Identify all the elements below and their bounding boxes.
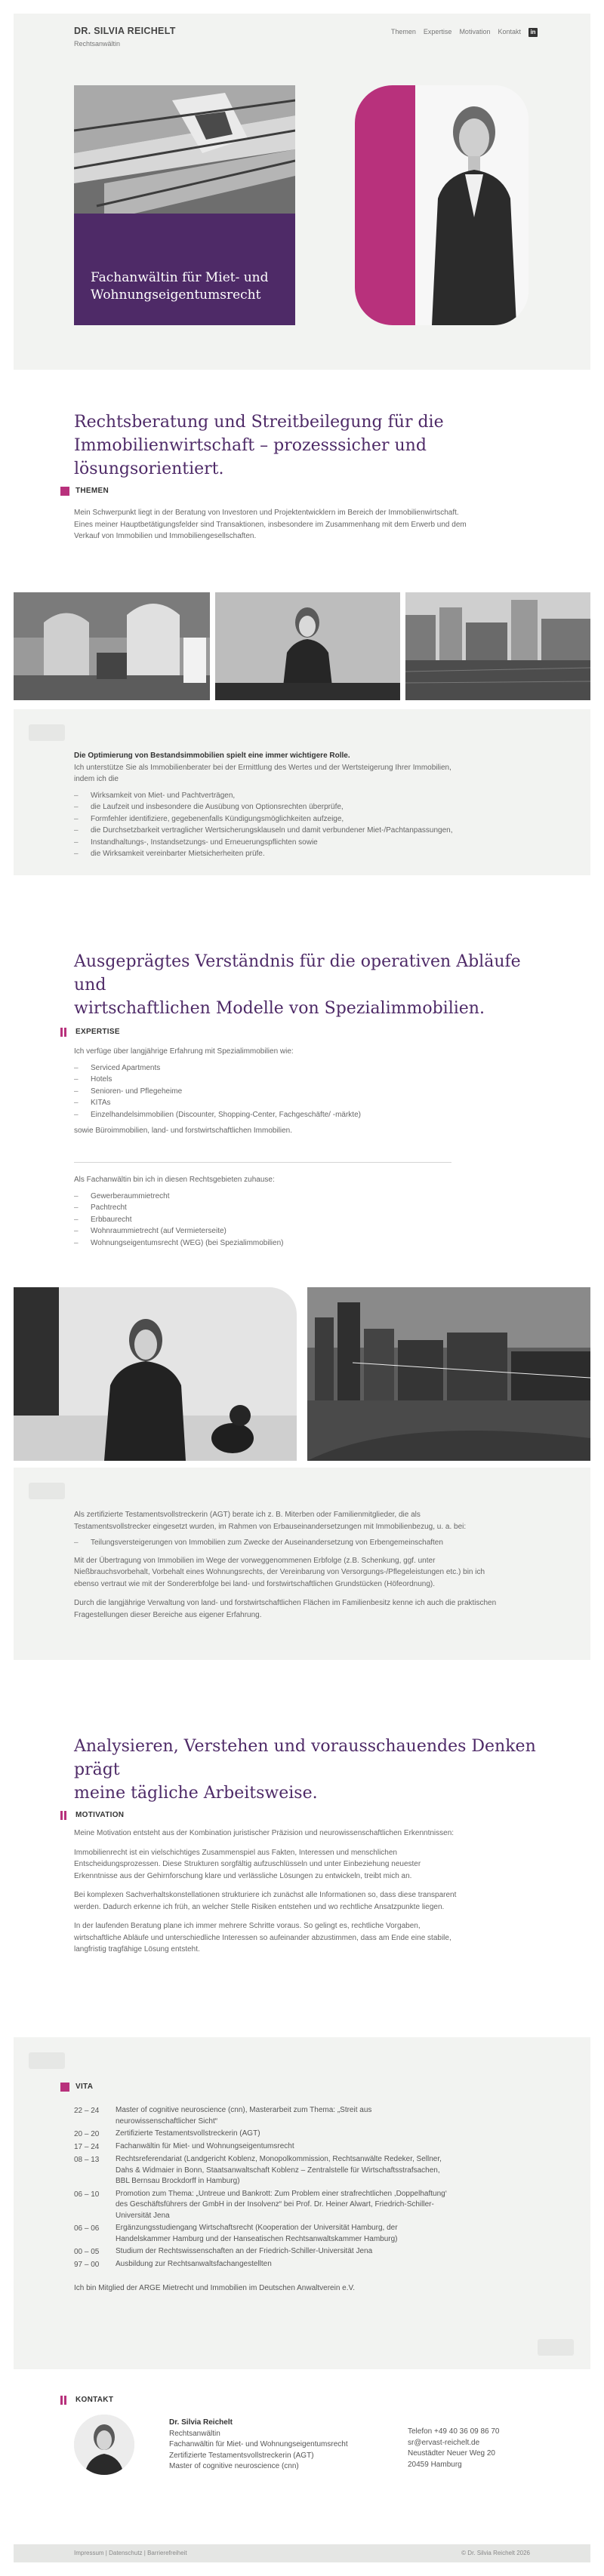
nav-item-themen[interactable]: Themen <box>390 28 416 35</box>
motivation-paragraph-4: In der laufenden Beratung plane ich immer mehrere Schritte voraus. So gelingt es, rechtliche Vorgaben, wirtschaftliche Abläufe und unterschiedliche Interessen so aufeinander abzustimmen, dass am Ende eine stabile, langfristig tragfähige Lösung entsteht. <box>74 1922 451 1954</box>
contact-details <box>169 2418 348 2473</box>
expertise-headline <box>74 951 542 1020</box>
vita-row <box>74 2189 451 2222</box>
vita-membership-note: Ich bin Mitglied der ARGE Mietrecht und Immobilien im Deutschen Anwaltverein e.V. <box>74 2284 356 2292</box>
expertise-headline-line-1: Ausgeprägtes Verständnis für die operativen Abläufe und <box>74 952 521 994</box>
themen-headline-line-1: Rechtsberatung und Streitbeilegung für die <box>74 413 444 432</box>
testamentsvollstrecker-content <box>74 1509 497 1628</box>
square-marker-icon <box>60 487 69 496</box>
expertise-content <box>74 1046 482 1145</box>
contact-phone-link[interactable]: Telefon +49 40 36 09 86 70 <box>408 2427 500 2436</box>
motivation-headline <box>74 1735 542 1805</box>
list-item: – KITAs <box>74 1097 482 1109</box>
motivation-content <box>74 1827 459 1963</box>
list-item: – Serviced Apartments <box>74 1062 482 1074</box>
footer-copyright: © Dr. Silvia Reichelt 2026 <box>461 2550 530 2556</box>
rechtsgebiete-list <box>74 1191 482 1250</box>
list-item: – die Wirksamkeit vereinbarter Mietsicherheiten prüfe. <box>74 848 467 860</box>
main-nav <box>391 27 538 38</box>
footer-legal-links[interactable]: Impressum | Datenschutz | Barrierefreiheit <box>74 2550 187 2556</box>
vita-year: 06 – 06 <box>74 2224 100 2233</box>
motivation-headline-line-2: meine tägliche Arbeitsweise. <box>74 1783 318 1803</box>
hero-title-line-2: Wohnungseigentumsrecht <box>91 287 261 303</box>
list-item: – Einzelhandelsimmobilien (Discounter, Shopping-Center, Fachgeschäfte/ -märkte) <box>74 1109 482 1121</box>
rechtsgebiete-intro: Als Fachanwältin bin ich in diesen Rechtsgebieten zuhause: <box>74 1176 275 1184</box>
nav-item-expertise[interactable]: Expertise <box>423 28 452 35</box>
list-item: – Instandhaltungs-, Instandsetzungs- und Erneuerungspflichten sowie <box>74 837 467 849</box>
vita-text: Zertifizierte Testamentsvollstreckerin (AGT) <box>116 2129 260 2138</box>
contact-title: Rechtsanwältin <box>169 2429 220 2438</box>
watermark-decoration <box>29 2052 65 2069</box>
testament-paragraph-2: Mit der Übertragung von Immobilien im Wege der vorweggenommenen Erbfolge (z.B. Schenkung, ggf. unter Nießbrauchsvorbehalt, Vorbehalt eines Wohnungsrechts, der Vereinbarung von Versorgungs-/Pflegeleistungen etc.) bin ich ebenso vertraut wie mit der Sondererbfolge bei land- und forstwirtschaftlichen Grundstücken (Höfeordnung). <box>74 1556 485 1588</box>
expertise-headline-line-2: wirtschaftlichen Modelle von Spezialimmobilien. <box>74 998 485 1018</box>
list-item: – die Durchsetzbarkeit vertraglicher Wertsicherungsklauseln und damit verbundener Miet-/Pachtanpassungen, <box>74 825 467 837</box>
list-item: – Pachtrecht <box>74 1202 482 1214</box>
optimierung-intro: Ich unterstütze Sie als Immobilienberater bei der Ermittlung des Wertes und der Wertsteigerung Ihrer Immobilien, indem ich die <box>74 763 451 783</box>
city-night-skyline-image <box>307 1287 590 1461</box>
vita-row <box>74 2154 451 2187</box>
hero-portrait <box>415 85 528 325</box>
list-item: – Wohnraummietrecht (auf Vermieterseite) <box>74 1225 482 1237</box>
watermark-decoration <box>538 2339 574 2356</box>
divider <box>74 1162 451 1163</box>
brand-subtitle: Rechtsanwältin <box>74 39 121 48</box>
square-marker-icon <box>60 2083 69 2092</box>
bars-marker-icon <box>60 1811 69 1820</box>
expertise-section-label <box>60 1026 120 1037</box>
contact-avatar <box>74 2415 134 2475</box>
motivation-paragraph-2: Immobilienrecht ist ein vielschichtiges Zusammenspiel aus Fakten, Interessen und menschlichen Entscheidungsprozessen. Diese Strukturen sorgfältig aufzuschlüsseln und unter Einbeziehung neuester Erkenntnisse aus der Gehirnforschung klare und verlässliche Lösungen zu entwickeln, treibt mich an. <box>74 1848 421 1880</box>
hero-title-card <box>74 214 295 325</box>
motivation-paragraph-1: Meine Motivation entsteht aus der Kombination juristischer Präzision und neurowissenschaftlichen Erkenntnissen: <box>74 1829 455 1837</box>
vita-year: 20 – 20 <box>74 2130 100 2138</box>
list-item: – Wirksamkeit von Miet- und Pachtverträgen, <box>74 790 467 802</box>
motivation-paragraph-3: Bei komplexen Sachverhaltskonstellationen strukturiere ich zunächst alle Informationen so, dass diese transparent werden. Dadurch erkenne ich früh, an welcher Stelle Risiken entstehen und wo rechtliche Ansatzpunkte liegen. <box>74 1891 457 1911</box>
nav-item-kontakt[interactable]: Kontakt <box>498 28 521 35</box>
vita-year: 22 – 24 <box>74 2107 100 2115</box>
motivation-section-label <box>60 1809 124 1821</box>
contact-qualification: Fachanwältin für Miet- und Wohnungseigentumsrecht <box>169 2440 348 2448</box>
vita-text: Rechtsreferendariat (Landgericht Koblenz, Monopolkommission, Rechtsanwälte Redeker, Sellner, Dahs & Widmaier in Bonn, Staatsanwaltschaft Koblenz – Zentralstelle für Wirtschaftsstrafsachen, BBL Bernsau Brockdorff in Hamburg) <box>116 2155 442 2185</box>
contact-city: 20459 Hamburg <box>408 2460 462 2469</box>
vita-row <box>74 2223 451 2245</box>
testament-paragraph-1: Als zertifizierte Testamentsvollstreckerin (AGT) berate ich z. B. Miterben oder Familienmitglieder, die als Testamentsvollstrecker eingesetzt wurden, im Rahmen von Erbauseinandersetzungen mit Immobilienbezug, u. a. bei: <box>74 1511 467 1531</box>
optimierung-text <box>74 750 467 860</box>
portrait-with-dog-image <box>14 1287 297 1461</box>
themen-headline-line-2: Immobilienwirtschaft – prozesssicher und lösungsorientiert. <box>74 435 427 478</box>
contact-name: Dr. Silvia Reichelt <box>169 2418 233 2427</box>
vita-year: 97 – 00 <box>74 2261 100 2269</box>
kontakt-label: KONTAKT <box>76 2396 114 2404</box>
themen-label: THEMEN <box>76 487 109 495</box>
contact-address <box>408 2427 500 2470</box>
linkedin-icon[interactable]: in <box>528 28 538 37</box>
vita-row <box>74 2246 451 2258</box>
vita-label: VITA <box>76 2083 94 2091</box>
vita-text: Promotion zum Thema: „Untreue und Bankrott: Zum Problem einer strafrechtlichen ,Doppelhaftung‘ des Geschäftsführers der GmbH in der Insolvenz“ bei Prof. Dr. Heiner Alwart, Friedrich-Schiller-Universität Jena <box>116 2189 447 2220</box>
optimierung-heading: Die Optimierung von Bestandsimmobilien spielt eine immer wichtigere Rolle. <box>74 752 350 760</box>
vita-row <box>74 2141 451 2153</box>
themen-section-label <box>60 485 109 496</box>
bars-marker-icon <box>60 2396 69 2405</box>
vita-row <box>74 2105 451 2127</box>
brand[interactable] <box>74 24 176 49</box>
motivation-headline-line-1: Analysieren, Verstehen und vorausschauendes Denken prägt <box>74 1737 536 1779</box>
vita-text: Ausbildung zur Rechtsanwaltsfachangestellten <box>116 2260 272 2268</box>
hero-title-line-1: Fachanwältin für Miet- und <box>91 270 269 286</box>
themen-intro-text: Mein Schwerpunkt liegt in der Beratung von Investoren und Projektentwicklern im Bereich der Immobilienwirtschaft. Eines meiner Hauptbetätigungsfelder sind Transaktionen, insbesondere im Zusammenhang mit dem Erwerb und dem Verkauf von Immobilien und Immobiliengesellschaften. <box>74 509 467 540</box>
hero-title <box>91 269 269 304</box>
portrait-at-desk-image <box>215 592 400 700</box>
vita-section-label <box>60 2081 93 2092</box>
expertise-intro: Ich verfüge über langjährige Erfahrung mit Spezialimmobilien wie: <box>74 1047 294 1056</box>
themen-headline <box>74 411 542 481</box>
testament-paragraph-3: Durch die langjährige Verwaltung von land- und forstwirtschaftlichen Flächen im Familienbesitz kenne ich auch die praktischen Fragestellungen dieser Bereiche aus eigener Erfahrung. <box>74 1599 497 1619</box>
motivation-label: MOTIVATION <box>76 1811 125 1819</box>
brand-name: DR. SILVIA REICHELT <box>74 26 176 36</box>
expertise-after-list: sowie Büroimmobilien, land- und forstwirtschaftlichen Immobilien. <box>74 1127 293 1135</box>
list-item: – Hotels <box>74 1074 482 1086</box>
list-item: – die Laufzeit und insbesondere die Ausübung von Optionsrechten überprüfe, <box>74 801 467 813</box>
footer <box>14 2544 590 2562</box>
vita-row <box>74 2259 451 2270</box>
harbor-buildings-image <box>405 592 590 700</box>
list-item: – Senioren- und Pflegeheime <box>74 1086 482 1098</box>
watermark-decoration <box>29 1483 65 1499</box>
list-item: – Wohnungseigentumsrecht (WEG) (bei Spezialimmobilien) <box>74 1237 482 1250</box>
vita-row <box>74 2129 451 2140</box>
themen-intro <box>74 507 467 550</box>
list-item: – Teilungsversteigerungen von Immobilien zum Zwecke der Auseinandersetzung von Erbengemeinschaften <box>74 1537 497 1549</box>
vita-year: 06 – 10 <box>74 2190 100 2199</box>
list-item: – Gewerberaummietrecht <box>74 1191 482 1203</box>
office-interior-image <box>14 592 210 700</box>
vita-year: 17 – 24 <box>74 2143 100 2151</box>
vita-year: 00 – 05 <box>74 2248 100 2256</box>
watermark-decoration <box>29 724 65 741</box>
list-item: – Erbbaurecht <box>74 1214 482 1226</box>
special-properties-list <box>74 1062 482 1121</box>
vita-text: Ergänzungsstudiengang Wirtschaftsrecht (Kooperation der Universität Hamburg, der Handelskammer Hamburg und der Hanseatischen Rechtsanwaltskammer Hamburg) <box>116 2224 398 2243</box>
contact-qualification: Zertifizierte Testamentsvollstreckerin (AGT) <box>169 2451 314 2460</box>
vita-text: Studium der Rechtswissenschaften an der Friedrich-Schiller-Universität Jena <box>116 2247 373 2255</box>
vita-text: Master of cognitive neuroscience (cnn), Masterarbeit zum Thema: „Streit aus neurowissenschaftlicher Sicht“ <box>116 2106 372 2126</box>
teilungsversteigerung-list <box>74 1537 497 1549</box>
bars-marker-icon <box>60 1028 69 1037</box>
expertise-label: EXPERTISE <box>76 1028 120 1036</box>
magenta-accent-shape <box>355 85 415 325</box>
list-item: – Formfehler identifiziere, gegebenenfalls Kündigungsmöglichkeiten aufzeige, <box>74 813 467 825</box>
contact-qualification: Master of cognitive neuroscience (cnn) <box>169 2462 299 2470</box>
vita-text: Fachanwältin für Miet- und Wohnungseigentumsrecht <box>116 2142 294 2150</box>
stairwell-image <box>74 85 295 214</box>
nav-item-motivation[interactable]: Motivation <box>459 28 491 35</box>
rechtsgebiete-content <box>74 1174 482 1249</box>
contact-email-link[interactable]: sr@ervast-reichelt.de <box>408 2438 480 2447</box>
contact-street: Neustädter Neuer Weg 20 <box>408 2449 495 2458</box>
vita-table <box>74 2105 451 2294</box>
vita-year: 08 – 13 <box>74 2156 100 2164</box>
kontakt-section-label <box>60 2394 113 2405</box>
optimierung-list <box>74 790 467 860</box>
